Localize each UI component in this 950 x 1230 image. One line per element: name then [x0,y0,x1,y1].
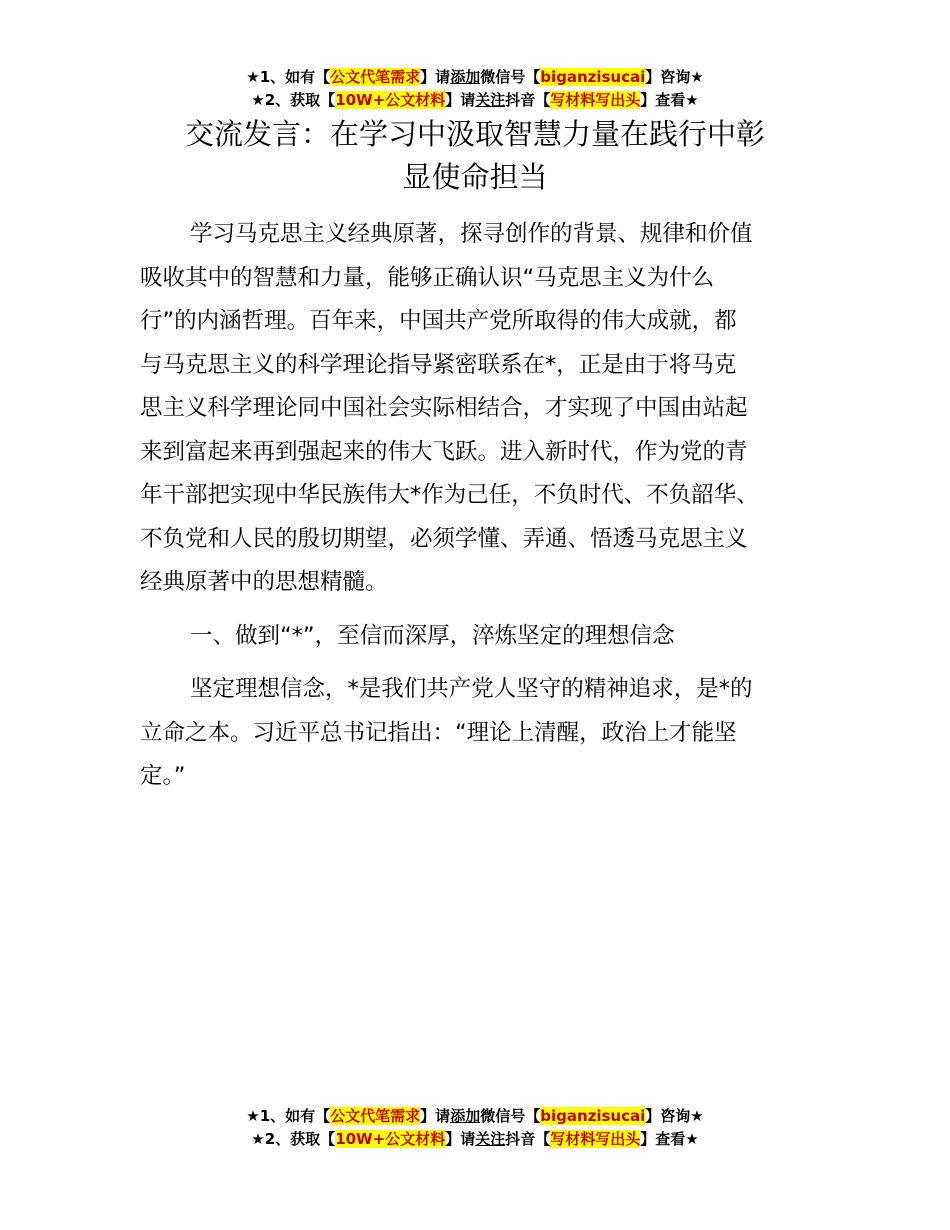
paragraph-2 [140,668,830,799]
promo-emphasis: 添加 [450,1107,481,1125]
promo-douyin-account: 写材料写出头 [550,91,641,109]
promo-highlight: 公文代笔需求 [330,68,421,86]
promo-wechat-id: biganzisucai [540,1107,646,1125]
paragraph-line: 行”的内涵哲理。百年来，中国共产党所取得的伟大成就，都 [140,308,737,334]
promo-text: 】查看★ [640,91,699,109]
paragraph-line: 不负党和人民的殷切期望，必须学懂、弄通、悟透马克思主义 [140,525,748,552]
promo-line-1 [0,1105,950,1128]
paragraph-line: 经典原著中的思想精髓。 [140,569,388,595]
promo-text: ★1、如有【 [246,1107,331,1125]
promo-header [0,66,950,112]
promo-emphasis: 关注 [475,1130,506,1148]
paragraph-line: 来到富起来再到强起来的伟大飞跃。进入新时代，作为党的青 [140,438,748,465]
promo-emphasis: 添加 [450,68,481,86]
paragraph-gap [140,605,830,615]
promo-line-2 [0,89,950,112]
section-heading-1: 一、做到“*”，至信而深厚，淬炼坚定的理想信念 [190,622,675,649]
document-title [140,113,810,199]
promo-text: 抖音【 [505,91,551,109]
promo-text: ★2、获取【 [251,1130,336,1148]
title-line-1: 交流发言：在学习中汲取智慧力量在践行中彰 [184,117,765,151]
promo-text: 】请 [420,68,451,86]
promo-text: 】咨询★ [645,68,704,86]
promo-emphasis: 关注 [475,91,506,109]
paragraph-line: 吸收其中的智慧和力量，能够正确认识“马克思主义为什么 [140,264,715,291]
promo-text: 】咨询★ [645,1107,704,1125]
promo-highlight: 公文代笔需求 [330,1107,421,1125]
promo-text: 】请 [445,91,476,109]
paragraph-line: 年干部把实现中华民族伟大*作为己任，不负时代、不负韶华、 [140,482,759,508]
paragraph-gap [140,658,830,668]
paragraph-line: 坚定理想信念，*是我们共产党人坚守的精神追求，是*的 [190,676,753,702]
promo-text: 】查看★ [640,1130,699,1148]
title-line-2: 显使命担当 [402,160,548,194]
promo-text: 微信号【 [480,1107,541,1125]
paragraph-line: 学习马克思主义经典原著，探寻创作的背景、规律和价值 [190,221,753,247]
promo-line-2 [0,1128,950,1151]
promo-highlight: 10W+公文材料 [335,1130,446,1148]
paragraph-line: 立命之本。习近平总书记指出：“理论上清醒，政治上才能坚 [140,719,737,746]
paragraph-line: 与马克思主义的科学理论指导紧密联系在*，正是由于将马克 [140,351,737,378]
promo-text: 微信号【 [480,68,541,86]
document-body [140,213,830,799]
paragraph-line: 思主义科学理论同中国社会实际相结合，才实现了中国由站起 [140,395,748,421]
promo-text: 抖音【 [505,1130,551,1148]
promo-line-1 [0,66,950,89]
paragraph-1 [140,213,830,605]
promo-text: 】请 [445,1130,476,1148]
promo-text: ★1、如有【 [246,68,331,86]
promo-highlight: 10W+公文材料 [335,91,446,109]
promo-text: ★2、获取【 [251,91,336,109]
promo-wechat-id: biganzisucai [540,68,646,86]
paragraph-line: 定。” [140,763,186,789]
promo-text: 】请 [420,1107,451,1125]
promo-douyin-account: 写材料写出头 [550,1130,641,1148]
promo-footer [0,1105,950,1151]
